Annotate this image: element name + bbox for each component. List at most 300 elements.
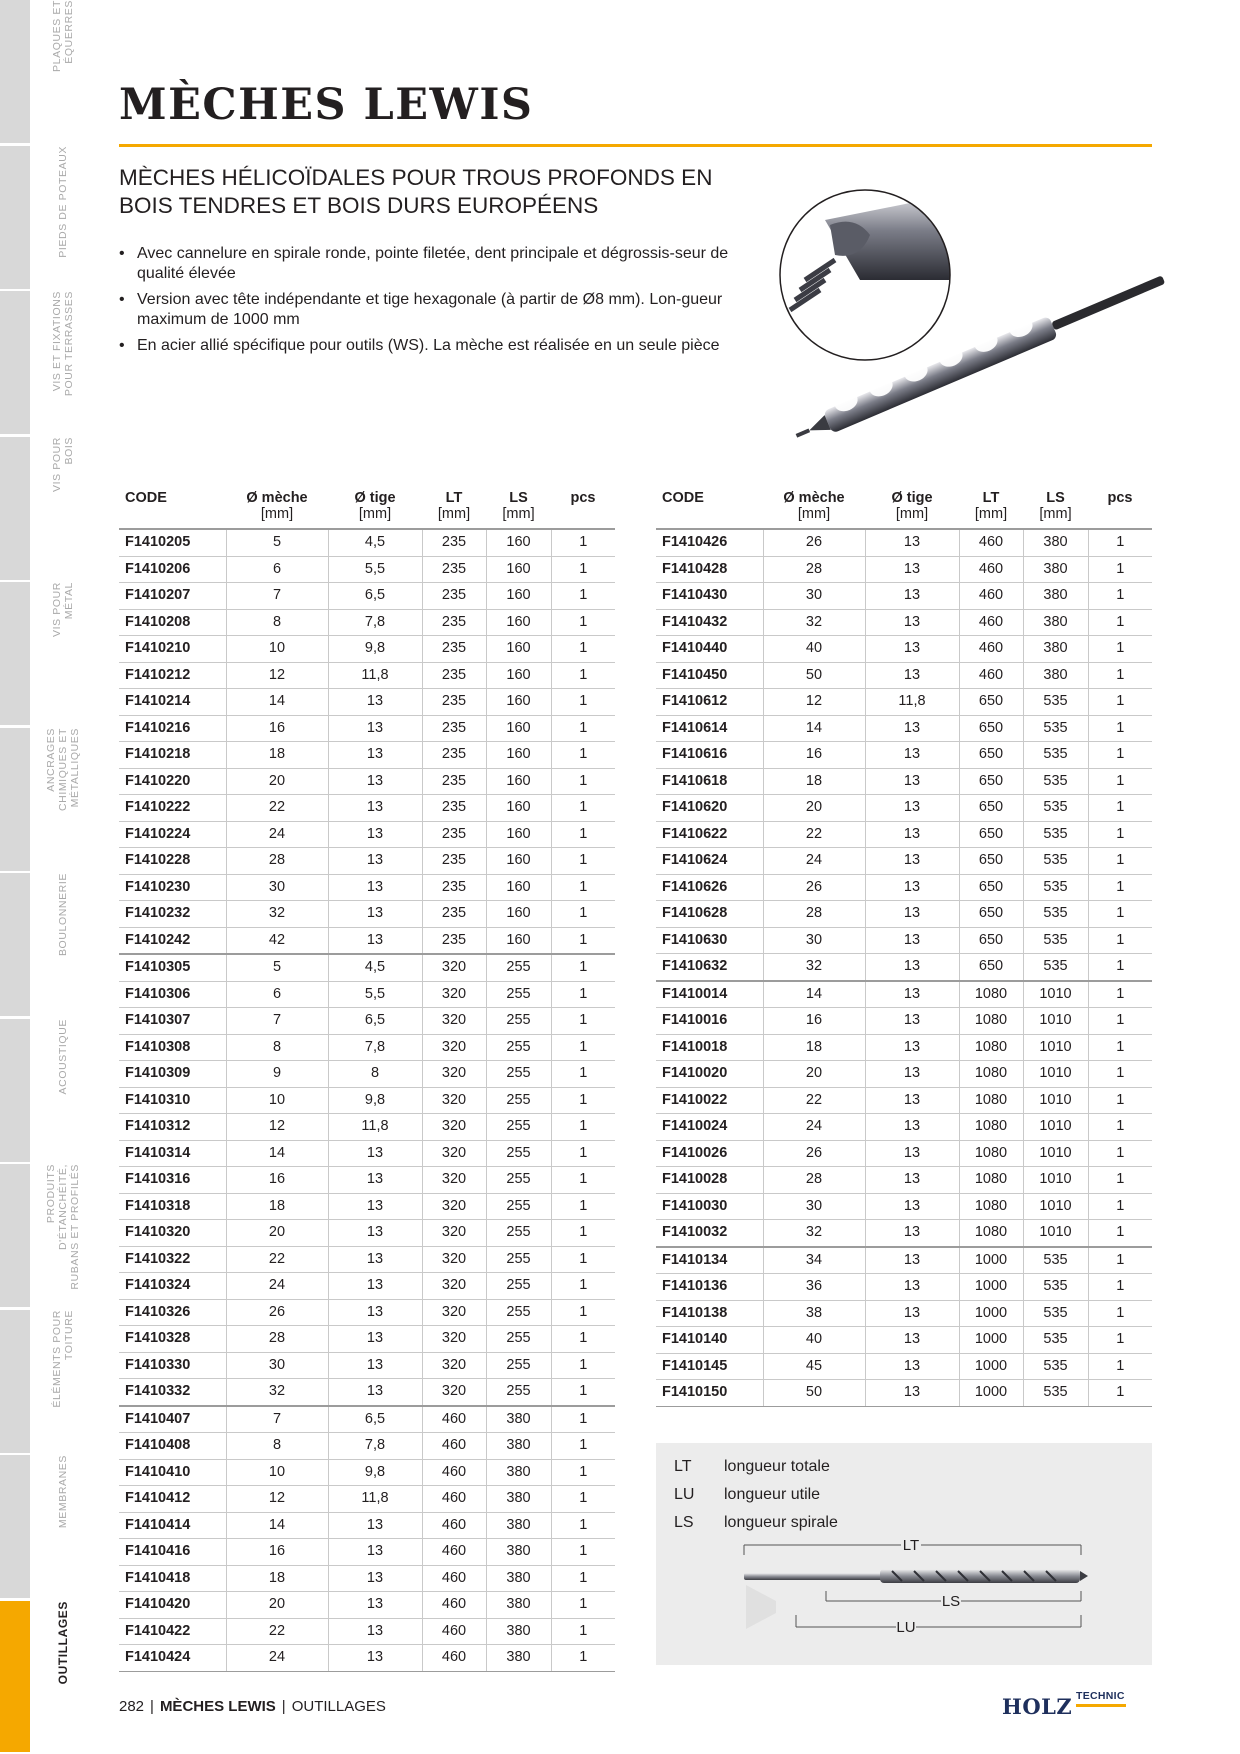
table-cell: 20 [226,1220,328,1247]
table-cell: 320 [422,1140,486,1167]
table-cell: 1 [551,1167,615,1194]
table-cell: 320 [422,1273,486,1300]
sidebar-tab[interactable] [0,728,30,873]
table-cell: 13 [328,715,422,742]
sidebar-tab[interactable] [0,1601,30,1754]
table-cell: 460 [422,1406,486,1433]
sidebar-tab[interactable] [0,873,30,1018]
product-code: F1410016 [656,1008,763,1035]
table-cell: 1 [551,821,615,848]
table-cell: 460 [422,1565,486,1592]
table-cell: 13 [328,927,422,954]
table-cell: 535 [1023,848,1088,875]
table-cell: 30 [763,1193,865,1220]
table-cell: 8 [328,1061,422,1088]
table-row [656,1061,1152,1088]
table-row [656,1114,1152,1141]
table-cell: 1 [551,556,615,583]
table-cell: 255 [486,1114,551,1141]
table-cell: 1000 [959,1380,1023,1407]
table-cell: 1080 [959,981,1023,1008]
table-cell: 160 [486,795,551,822]
sidebar-tab-label[interactable] [38,0,88,145]
table-cell: 16 [763,1008,865,1035]
sidebar-tab[interactable] [0,291,30,436]
table-cell: 24 [226,821,328,848]
brand-accent-bar [1076,1704,1126,1707]
table-cell: 13 [865,795,959,822]
table-row [656,1140,1152,1167]
table-row [656,1274,1152,1301]
table-cell: 1010 [1023,1034,1088,1061]
table-cell: 235 [422,901,486,928]
table-cell: 18 [226,1565,328,1592]
table-cell: 34 [763,1247,865,1274]
table-cell: 1 [551,1273,615,1300]
table-cell: 13 [328,689,422,716]
product-code: F1410612 [656,689,763,716]
table-cell: 40 [763,1327,865,1354]
product-code: F1410232 [119,901,226,928]
sidebar-tab-label-line: ANCRAGES [45,727,57,792]
table-cell: 7,8 [328,609,422,636]
table-cell: 535 [1023,768,1088,795]
table-cell: 4,5 [328,529,422,556]
unit-code [119,506,226,529]
column-header-lt: LT [982,490,1000,506]
dim-label-ls: LS [941,1593,961,1610]
footer-separator: | [281,1698,286,1715]
sidebar-tab-label[interactable] [38,1601,88,1746]
product-rows-right [656,529,1152,1406]
table-cell: 535 [1023,1353,1088,1380]
table-cell: 16 [226,1167,328,1194]
sidebar-tab[interactable] [0,582,30,727]
table-row [656,1087,1152,1114]
table-cell: 535 [1023,954,1088,981]
table-cell: 13 [865,583,959,610]
sidebar-tab-label-line: TOITURE [63,1309,75,1360]
table-cell: 255 [486,954,551,981]
page-title: MÈCHES LEWIS [119,80,534,130]
table-cell: 1 [551,1299,615,1326]
table-cell: 4,5 [328,954,422,981]
table-cell: 160 [486,583,551,610]
table-cell: 1 [551,1539,615,1566]
sidebar-tab-label-line: BOULONNERIE [57,873,69,957]
table-cell: 18 [763,1034,865,1061]
sidebar-tab-label-line: CHIMIQUES ET [57,727,69,811]
table-cell: 535 [1023,795,1088,822]
table-cell: 13 [328,1618,422,1645]
table-cell: 1010 [1023,1061,1088,1088]
table-cell: 13 [865,1140,959,1167]
table-cell: 380 [1023,556,1088,583]
product-code: F1410134 [656,1247,763,1274]
lewis-drill-bit-image [765,170,1185,440]
table-cell: 28 [763,556,865,583]
product-code: F1410412 [119,1486,226,1513]
table-cell: 255 [486,1008,551,1035]
table-row [119,1193,615,1220]
table-cell: 160 [486,556,551,583]
table-cell: 255 [486,1273,551,1300]
table-cell: 13 [328,1539,422,1566]
sidebar-tab-label-line: ÉQUERRES [63,0,75,64]
table-cell: 1080 [959,1061,1023,1088]
feature-item: • Avec cannelure en spirale ronde, pointe filetée, dent principale et dégrossis-seur de qualité élevée [119,244,739,284]
table-cell: 13 [865,556,959,583]
table-row [656,556,1152,583]
column-header-lt: LT [445,490,463,506]
table-cell: 1 [551,874,615,901]
table-cell: 14 [226,1512,328,1539]
table-cell: 650 [959,848,1023,875]
table-row [119,1486,615,1513]
table-row [119,927,615,954]
table-cell: 13 [865,1167,959,1194]
sidebar-tab-label-line: MÉTAL [63,582,75,620]
table-cell: 255 [486,981,551,1008]
product-code: F1410136 [656,1274,763,1301]
table-cell: 1 [551,1140,615,1167]
table-cell: 1080 [959,1034,1023,1061]
table-cell: 380 [486,1512,551,1539]
table-cell: 1 [1088,556,1152,583]
table-row [656,583,1152,610]
table-cell: 460 [422,1433,486,1460]
table-cell: 24 [763,1114,865,1141]
table-cell: 460 [422,1618,486,1645]
table-cell: 32 [763,954,865,981]
table-row [656,927,1152,954]
table-cell: 160 [486,662,551,689]
table-cell: 320 [422,1246,486,1273]
table-cell: 22 [763,821,865,848]
table-row [656,848,1152,875]
table-row [119,556,615,583]
product-code: F1410624 [656,848,763,875]
product-code: F1410330 [119,1352,226,1379]
table-cell: 18 [226,1193,328,1220]
table-cell: 9,8 [328,636,422,663]
table-cell: 235 [422,556,486,583]
table-row [656,609,1152,636]
table-cell: 1 [1088,715,1152,742]
dimension-diagram [656,1533,1152,1665]
unit-ls: [mm] [486,506,551,529]
table-cell: 1 [551,1193,615,1220]
table-cell: 1 [551,1220,615,1247]
table-cell: 1 [1088,1034,1152,1061]
table-cell: 1080 [959,1087,1023,1114]
product-code: F1410214 [119,689,226,716]
product-code: F1410224 [119,821,226,848]
product-code: F1410312 [119,1114,226,1141]
product-code: F1410620 [656,795,763,822]
sidebar-tab-label[interactable] [38,582,88,727]
table-cell: 650 [959,795,1023,822]
table-cell: 255 [486,1193,551,1220]
table-cell: 1 [551,1379,615,1406]
table-cell: 1080 [959,1140,1023,1167]
table-cell: 13 [865,1220,959,1247]
table-cell: 6 [226,556,328,583]
table-cell: 20 [226,1592,328,1619]
table-row [656,529,1152,556]
table-cell: 24 [763,848,865,875]
table-row [119,1273,615,1300]
footer-category: OUTILLAGES [291,1698,386,1715]
table-cell: 1 [551,1246,615,1273]
table-cell: 1 [551,1592,615,1619]
sidebar-tab[interactable] [0,146,30,291]
table-cell: 8 [226,609,328,636]
table-cell: 1000 [959,1327,1023,1354]
table-cell: 535 [1023,927,1088,954]
table-cell: 32 [226,901,328,928]
sidebar-tab[interactable] [0,1310,30,1455]
table-cell: 535 [1023,742,1088,769]
product-code: F1410306 [119,981,226,1008]
table-cell: 13 [865,662,959,689]
product-code: F1410140 [656,1327,763,1354]
table-cell: 235 [422,742,486,769]
table-cell: 460 [959,529,1023,556]
product-code: F1410150 [656,1380,763,1407]
sidebar-tab-label-line: MEMBRANES [57,1455,69,1529]
table-cell: 13 [328,1592,422,1619]
product-code: F1410430 [656,583,763,610]
table-cell: 1 [1088,662,1152,689]
product-code: F1410218 [119,742,226,769]
table-cell: 380 [486,1565,551,1592]
product-code: F1410450 [656,662,763,689]
feature-item: • En acier allié spécifique pour outils (WS). La mèche est réalisée en un seule pièce [119,336,739,356]
table-cell: 20 [763,1061,865,1088]
table-cell: 1 [551,1512,615,1539]
column-header-shank-diameter: Ø tige [354,490,396,506]
table-row [119,742,615,769]
table-cell: 13 [865,1034,959,1061]
table-cell: 13 [865,1008,959,1035]
sidebar-tab-label[interactable] [38,1455,88,1600]
sidebar-tab-label-line: RUBANS ET PROFILÉS [69,1164,81,1290]
table-row [656,1247,1152,1274]
table-cell: 13 [328,874,422,901]
table-cell: 255 [486,1246,551,1273]
unit-lt: [mm] [959,506,1023,529]
table-cell: 13 [865,821,959,848]
table-cell: 1 [1088,1167,1152,1194]
sidebar-tab-label-line: VIS POUR [51,436,63,492]
page-number: 282 [119,1698,145,1715]
legend-item-ls [674,1513,838,1533]
table-cell: 11,8 [328,1486,422,1513]
column-header-bit-diameter: Ø mèche [783,490,845,506]
sidebar-tab[interactable] [0,1164,30,1309]
sidebar-tab-label[interactable] [38,873,88,1018]
product-code: F1410616 [656,742,763,769]
table-row [119,768,615,795]
table-cell: 1 [1088,768,1152,795]
subtitle-line-1: MÈCHES HÉLICOÏDALES POUR TROUS PROFONDS EN [119,165,713,190]
sidebar-tab-label-line: POUR TERRASSES [63,291,75,397]
table-cell: 1000 [959,1247,1023,1274]
table-cell: 1 [551,954,615,981]
table-row [119,1114,615,1141]
table-cell: 160 [486,927,551,954]
table-cell: 160 [486,636,551,663]
table-cell: 11,8 [328,1114,422,1141]
table-cell: 460 [422,1459,486,1486]
table-cell: 9 [226,1061,328,1088]
product-code: F1410630 [656,927,763,954]
table-cell: 235 [422,583,486,610]
table-cell: 1 [1088,1193,1152,1220]
table-cell: 235 [422,662,486,689]
title-rule [119,144,1152,147]
table-cell: 1010 [1023,1220,1088,1247]
product-code: F1410206 [119,556,226,583]
sidebar-tab[interactable] [0,1019,30,1164]
table-cell: 1080 [959,1167,1023,1194]
sidebar-tab-label[interactable] [38,146,88,291]
table-cell: 1 [1088,1087,1152,1114]
table-cell: 380 [486,1645,551,1672]
product-code: F1410216 [119,715,226,742]
table-row [119,901,615,928]
table-row [119,954,615,981]
table-row [119,636,615,663]
table-cell: 13 [865,768,959,795]
table-cell: 1 [551,768,615,795]
table-cell: 13 [328,1352,422,1379]
sidebar-tab[interactable] [0,0,30,145]
table-row [119,1539,615,1566]
product-code: F1410440 [656,636,763,663]
sidebar-tab-label-line: VIS ET FIXATIONS [51,291,63,392]
legend-abbr: LU [674,1486,695,1503]
sidebar-tab[interactable] [0,437,30,582]
column-header-bit-diameter: Ø mèche [246,490,308,506]
table-cell: 160 [486,874,551,901]
table-cell: 1 [551,795,615,822]
sidebar-tab[interactable] [0,1455,30,1600]
table-row [119,1406,615,1433]
table-row [656,1300,1152,1327]
table-cell: 1 [1088,1353,1152,1380]
product-code: F1410228 [119,848,226,875]
table-cell: 12 [763,689,865,716]
table-row [119,1167,615,1194]
table-cell: 13 [328,1379,422,1406]
table-cell: 650 [959,874,1023,901]
table-cell: 535 [1023,689,1088,716]
table-cell: 1 [551,1459,615,1486]
legend-text: longueur utile [724,1486,821,1503]
sidebar-tab-label[interactable] [38,728,88,873]
table-cell: 320 [422,1114,486,1141]
unit-ls: [mm] [1023,506,1088,529]
table-cell: 320 [422,954,486,981]
table-cell: 1010 [1023,1167,1088,1194]
sidebar-tab-label[interactable] [38,1019,88,1164]
sidebar-tab-label[interactable] [38,437,88,582]
table-cell: 32 [763,1220,865,1247]
table-cell: 28 [226,848,328,875]
table-cell: 13 [328,1246,422,1273]
table-cell: 1 [551,1565,615,1592]
sidebar-tab-label-line: PLAQUES ET [51,0,63,72]
table-cell: 650 [959,742,1023,769]
table-cell: 8 [226,1433,328,1460]
table-cell: 1 [551,1008,615,1035]
table-cell: 460 [422,1645,486,1672]
table-cell: 26 [226,1299,328,1326]
product-rows-left [119,529,615,1671]
table-cell: 13 [865,981,959,1008]
table-row [119,821,615,848]
unit-code [656,506,763,529]
subtitle-line-2: BOIS TENDRES ET BOIS DURS EUROPÉENS [119,193,599,218]
table-cell: 13 [865,636,959,663]
table-cell: 1 [551,901,615,928]
table-cell: 12 [226,1486,328,1513]
sidebar-tab-label[interactable] [38,1164,88,1309]
product-code: F1410208 [119,609,226,636]
product-code: F1410145 [656,1353,763,1380]
table-cell: 13 [328,1140,422,1167]
unit-shank-diameter: [mm] [865,506,959,529]
product-code: F1410332 [119,1379,226,1406]
table-cell: 13 [328,768,422,795]
sidebar-tab-label[interactable] [38,1310,88,1455]
table-cell: 1 [551,1406,615,1433]
table-cell: 26 [763,1140,865,1167]
table-row [656,1327,1152,1354]
unit-shank-diameter: [mm] [328,506,422,529]
table-cell: 1 [1088,1380,1152,1407]
table-cell: 1010 [1023,1114,1088,1141]
legend-item-lt [674,1457,830,1477]
table-cell: 1 [1088,1114,1152,1141]
product-code: F1410414 [119,1512,226,1539]
product-code: F1410305 [119,954,226,981]
product-code: F1410316 [119,1167,226,1194]
table-row [656,1008,1152,1035]
product-code: F1410307 [119,1008,226,1035]
subtitle [119,164,759,220]
zoom-detail [765,170,975,370]
sidebar-tab-label[interactable] [38,291,88,436]
table-cell: 1 [551,1087,615,1114]
table-cell: 11,8 [865,689,959,716]
legend-text: longueur spirale [724,1514,838,1531]
table-cell: 1 [551,848,615,875]
table-cell: 24 [226,1273,328,1300]
product-code: F1410614 [656,715,763,742]
table-cell: 535 [1023,1274,1088,1301]
table-row [119,1618,615,1645]
column-header-ls: LS [509,490,528,506]
table-cell: 160 [486,901,551,928]
table-cell: 13 [328,742,422,769]
sidebar-tab-label-line: BOIS [63,436,75,464]
dim-label-lu: LU [896,1619,916,1636]
table-cell: 380 [486,1406,551,1433]
table-row [656,1353,1152,1380]
